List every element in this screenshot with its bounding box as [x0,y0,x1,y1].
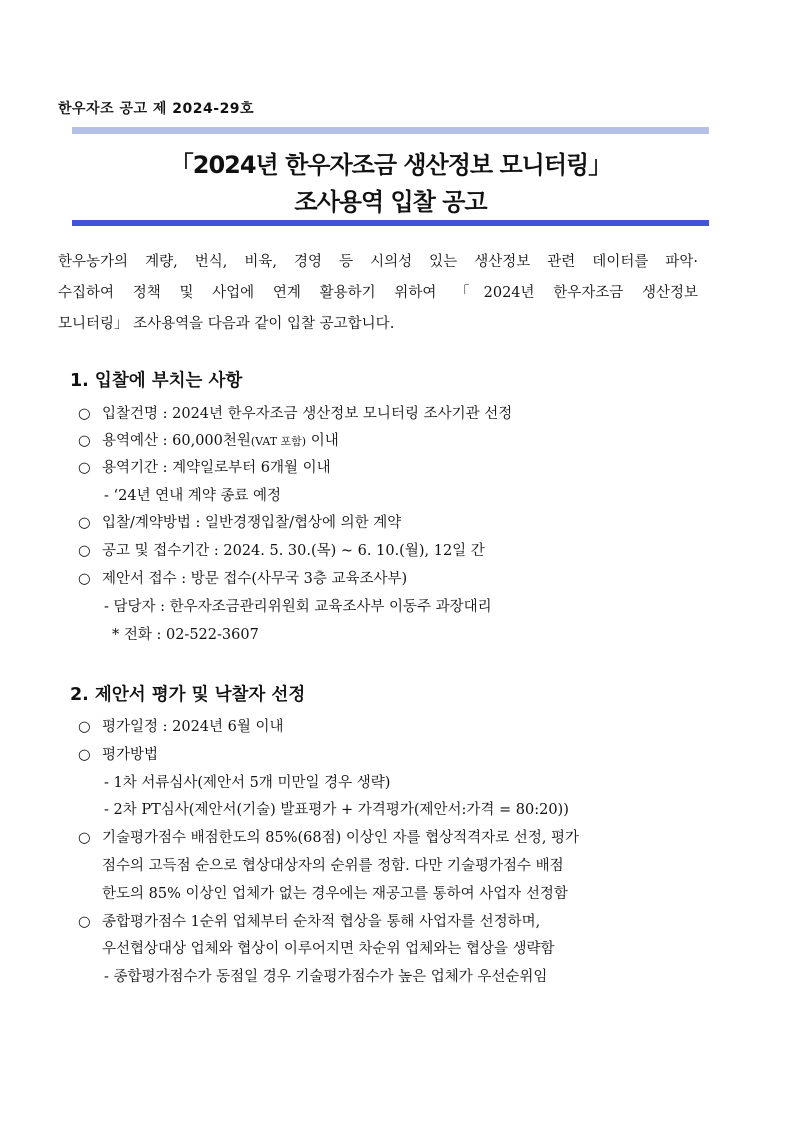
section1-item: ○ 공고 및 접수기간 : 2024. 5. 30.(목) ~ 6. 10.(월), 12일 간 [78,543,485,559]
document-title-line2: 조사용역 입찰 공고 [294,188,487,216]
section2-continuation: 점수의 고득점 순으로 협상대상자의 순위를 정함. 다만 기술평가점수 배점 [102,858,564,874]
intro-paragraph [58,247,698,340]
title-bottom-rule [72,220,709,226]
bullet-circle-icon: ○ [78,747,91,763]
section2-item: ○ 평가방법 [78,747,159,763]
bullet-circle-icon: ○ [78,460,91,476]
section1-item: ○ 제안서 접수 : 방문 접수(사무국 3층 교육조사부) [78,571,408,587]
section2-heading: 2. 제안서 평가 및 낙찰자 선정 [70,685,306,705]
section1-subitem: - ‘24년 연내 계약 종료 예정 [104,488,282,504]
bullet-circle-icon: ○ [78,515,91,531]
bullet-circle-icon: ○ [78,406,91,422]
section1-item: ○ 입찰/계약방법 : 일반경쟁입찰/협상에 의한 계약 [78,515,402,531]
bullet-circle-icon: ○ [78,719,91,735]
section2-item: ○ 기술평가점수 배점한도의 85%(68점) 이상인 자를 협상적격자로 선정, 평가 [78,830,580,846]
title-top-rule [72,127,709,134]
document-title-line1: 「2024년 한우자조금 생산정보 모니터링」 [169,151,612,179]
bullet-circle-icon: ○ [78,433,91,449]
section2-subitem: - 종합평가점수가 동점일 경우 기술평가점수가 높은 업체가 우선순위임 [104,969,548,985]
bullet-circle-icon: ○ [78,830,91,846]
section2-item: ○ 평가일정 : 2024년 6월 이내 [78,719,284,735]
bullet-circle-icon: ○ [78,571,91,587]
section1-heading: 1. 입찰에 부치는 사항 [70,371,243,391]
intro-line: 수집하여 정책 및 사업에 연계 활용하기 위하여 「2024년 한우자조금 생산정보 [58,285,698,301]
intro-line: 한우농가의 계량, 번식, 비육, 경영 등 시의성 있는 생산정보 관련 데이터를 파악· [58,254,698,270]
section1-subitem: - 담당자 : 한우자조금관리위원회 교육조사부 이동주 과장대리 [104,599,492,615]
intro-line: 모니터링」 조사용역을 다음과 같이 입찰 공고합니다. [58,316,395,332]
section2-subitem: - 2차 PT심사(제안서(기술) 발표평가 + 가격평가(제안서:가격 = 80:20)) [104,802,569,818]
section1-item: ○ 용역예산 : 60,000천원(VAT 포함) 이내 [78,433,339,449]
bullet-circle-icon: ○ [78,543,91,559]
bullet-circle-icon: ○ [78,914,91,930]
section2-continuation: 한도의 85% 이상인 업체가 없는 경우에는 재공고를 통하여 사업자 선정함 [102,886,568,902]
section2-subitem: - 1차 서류심사(제안서 5개 미만일 경우 생략) [104,775,391,791]
section1-item: ○ 용역기간 : 계약일로부터 6개월 이내 [78,460,331,476]
section1-phone-note: * 전화 : 02-522-3607 [112,627,259,643]
section1-item: ○ 입찰건명 : 2024년 한우자조금 생산정보 모니터링 조사기관 선정 [78,406,513,422]
section2-continuation: 우선협상대상 업체와 협상이 이루어지면 차순위 업체와는 협상을 생략함 [102,941,555,957]
section2-item: ○ 종합평가점수 1순위 업체부터 순차적 협상을 통해 사업자를 선정하며, [78,914,541,930]
notice-number: 한우자조 공고 제 2024-29호 [58,101,255,117]
